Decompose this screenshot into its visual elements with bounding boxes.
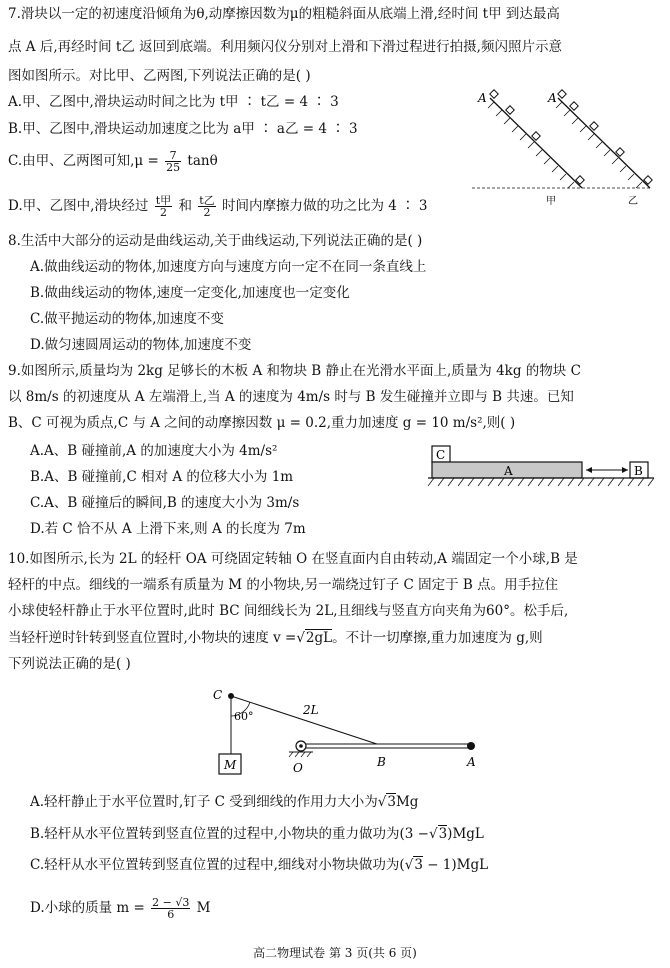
incline-yi xyxy=(556,90,652,188)
q7-fig-caption-yi: 乙 xyxy=(628,196,638,207)
q8-option-c: C.做平抛运动的物体,加速度不变 xyxy=(30,311,224,327)
q10-figure xyxy=(205,682,495,792)
q7-option-a: A.甲、乙图中,滑块运动时间之比为 t甲 ∶ t乙 = 4 ∶ 3 xyxy=(8,94,339,110)
q7-option-c: C.由甲、乙两图可知,μ = $\frac{7}{25}$ tanθ xyxy=(8,149,218,174)
q10-fig-label-a: A xyxy=(467,755,476,769)
q10-line3: 小球使轻杆静止于水平位置时,此时 BC 间细线长为 2L,且细线与竖直方向夹角为60°。松手后, xyxy=(8,603,569,619)
q7-fig-caption-jia: 甲 xyxy=(546,196,556,207)
ball-a xyxy=(467,742,475,750)
q10-fig-length: 2L xyxy=(303,703,319,717)
q10-option-c: C.轻杆从水平位置转到竖直位置的过程中,细线对小物块做功为(√3 − 1)MgL xyxy=(30,857,489,873)
q10-line1: 10.如图所示,长为 2L 的轻杆 OA 可绕固定转轴 O 在竖直面内自由转动,A 端固定一个小球,B 是 xyxy=(8,551,578,567)
q9-line2: 以 8m/s 的初速度从 A 左端滑上,当 A 的速度为 4m/s 时与 B 发生碰撞并立即与 B 共速。已知 xyxy=(8,389,574,405)
q10-line4: 当轻杆逆时针转到竖直位置时,小物块的速度 v =√2gL。不计一切摩擦,重力加速度为 g,则 xyxy=(8,630,543,646)
q10-fig-angle: 60° xyxy=(234,710,254,723)
q9-fig-label-a: A xyxy=(504,464,513,478)
q10-fig-label-m: M xyxy=(224,758,237,772)
q7-fig-label-a2: A xyxy=(548,91,557,105)
q7-option-d: D.甲、乙图中,滑块经过 $\frac{\text{t甲}}{2}$ 和 $\frac{\text{t乙}}{2}$ 时间内摩擦力做的功之比为 4 ∶ 3 xyxy=(8,194,428,219)
q10-line2: 轻杆的中点。细线的一端系有质量为 M 的小物块,另一端绕过钉子 C 固定于 B 点。用手拉住 xyxy=(8,577,559,593)
q10-fig-label-b: B xyxy=(377,755,386,769)
q10-fig-label-o: O xyxy=(293,761,303,775)
q9-fig-label-b: B xyxy=(634,464,643,478)
q7-line1: 7.滑块以一定的初速度沿倾角为θ,动摩擦因数为μ的粗糙斜面从底端上滑,经时间 t甲 到达最高 xyxy=(8,6,560,22)
q8-option-d: D.做匀速圆周运动的物体,加速度不变 xyxy=(30,337,252,353)
q7-line2: 点 A 后,再经时间 t乙 返回到底端。利用频闪仪分别对上滑和下滑过程进行拍摄,频闪照片示意 xyxy=(8,39,562,55)
rod-oa xyxy=(301,744,471,748)
q8-option-a: A.做曲线运动的物体,加速度方向与速度方向一定不在同一条直线上 xyxy=(30,259,427,275)
q10-fig-label-c: C xyxy=(213,688,223,702)
page-footer: 高二物理试卷 第 3 页(共 6 页) xyxy=(253,946,417,960)
q8-option-b: B.做曲线运动的物体,速度一定变化,加速度也一定变化 xyxy=(30,285,350,301)
q7-line3: 图如图所示。对比甲、乙两图,下列说法正确的是( ) xyxy=(8,68,311,84)
q9-option-c: C.A、B 碰撞后的瞬间,B 的速度大小为 3m/s xyxy=(30,495,300,511)
q7-fig-label-a1: A xyxy=(478,91,487,105)
q9-option-b: B.A、B 碰撞前,C 相对 A 的位移大小为 1m xyxy=(30,469,294,485)
q9-line1: 9.如图所示,质量均为 2kg 足够长的木板 A 和物块 B 静止在光滑水平面上,质量为 4kg 的物块 C xyxy=(8,363,581,379)
incline-jia xyxy=(472,90,584,188)
q8-stem: 8.生活中大部分的运动是曲线运动,关于曲线运动,下列说法正确的是( ) xyxy=(8,233,423,249)
q9-option-d: D.若 C 恰不从 A 上滑下来,则 A 的长度为 7m xyxy=(30,521,306,537)
q10-line5: 下列说法正确的是( ) xyxy=(8,656,131,672)
q9-figure xyxy=(428,440,658,494)
q7-option-b: B.甲、乙图中,滑块运动加速度之比为 a甲 ∶ a乙 = 4 ∶ 3 xyxy=(8,121,358,137)
q7-figure xyxy=(470,88,660,213)
q9-option-a: A.A、B 碰撞前,A 的加速度大小为 4m/s² xyxy=(30,443,278,459)
q9-fig-label-c: C xyxy=(436,448,446,462)
q10-option-d: D.小球的质量 m = $\frac{2 - √3}{6}$ M xyxy=(30,896,211,921)
q10-option-b: B.轻杆从水平位置转到竖直位置的过程中,小物块的重力做功为(3 −√3)MgL xyxy=(30,826,484,842)
q10-option-a: A.轻杆静止于水平位置时,钉子 C 受到细线的作用力大小为√3Mg xyxy=(30,794,419,810)
q9-line3: B、C 可视为质点,C 与 A 之间的动摩擦因数 μ = 0.2,重力加速度 g = 10 m/s²,则( ) xyxy=(8,415,516,431)
